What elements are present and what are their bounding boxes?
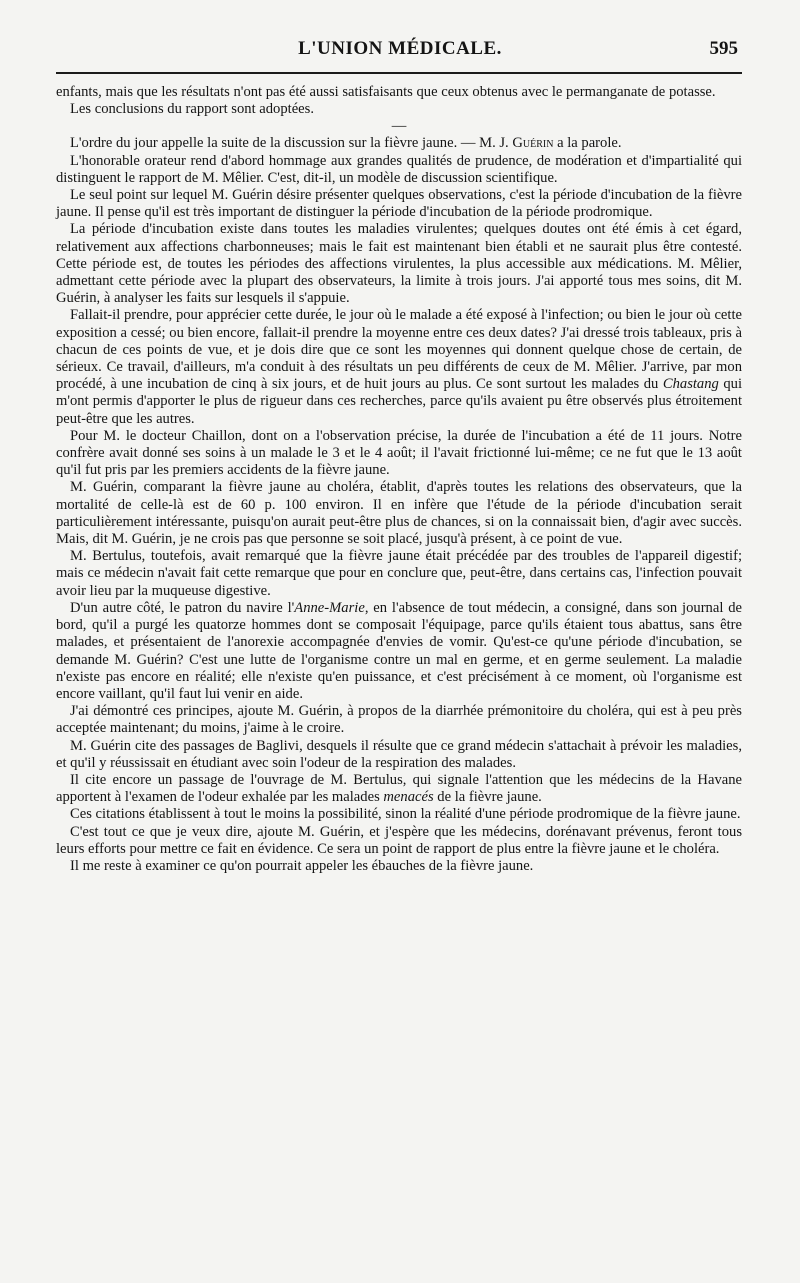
text-span: a la parole.: [553, 135, 622, 152]
text-span: Il cite encore un passage de l'ouvrage de M. Bertulus, qui signale l'attention que les médecins de la Havane apportent à l'examen de l'odeur exhalée par les malades: [56, 771, 742, 806]
speaker-name: Guérin: [512, 135, 554, 152]
paragraph: C'est tout ce que je veux dire, ajoute M. Guérin, et j'espère que les médecins, dorénavant prévenus, feront tous leurs efforts pour mettre ce fait en évidence. Ce sera un point de rapport de plus entre la fièvre jaune et le choléra.: [56, 823, 742, 857]
ship-name: Chastang: [662, 376, 719, 393]
paragraph: Le seul point sur lequel M. Guérin désire présenter quelques observations, c'est la période d'incubation de la fièvre jaune. Il pense qu'il est très important de distinguer la période d'incubation de la période prodromique.: [56, 187, 742, 221]
paragraph: L'honorable orateur rend d'abord hommage aux grandes qualités de prudence, de modération et d'impartialité qui distinguent le rapport de M. Mêlier. C'est, dit-il, un modèle de discussion scientifique.: [56, 152, 742, 186]
paragraph: [56, 600, 742, 703]
paragraph: [56, 307, 742, 427]
header-rule: [56, 72, 742, 74]
paragraph-continued: enfants, mais que les résultats n'ont pas été aussi satisfaisants que ceux obtenus avec le permanganate de potasse.: [56, 84, 716, 100]
paragraph: La période d'incubation existe dans toutes les maladies virulentes; quelques doutes ont été émis à cet égard, relativement aux affections charbonneuses; mais le fait est maintenant bien établi et ne saurait plus être contesté. Cette période est, de toutes les périodes des affections virulentes, la plus accessible aux médications. M. Mêlier, admettant cette période avec la plupart des observateurs, la limite à trois jours. J'ai apporté tous mes soins, dit M. Guérin, à analyser les faits sur lesquels il s'appuie.: [56, 221, 742, 307]
text-span: de la fièvre jaune.: [433, 789, 542, 806]
paragraph: J'ai démontré ces principes, ajoute M. Guérin, à propos de la diarrhée prémonitoire du choléra, qui est à peu près acceptée maintenant; du moins, j'aime à le croire.: [56, 703, 742, 737]
section-separator: —: [391, 118, 407, 135]
text-span: Fallait-il prendre, pour apprécier cette durée, le jour où le malade a été exposé à l'infection; ou bien le jour où cette exposition a cessé; ou bien encore, fallait-il prendre la moyenne entre ces deux dates? J'ai dressé trois tableaux, pris à chacun de ces points de vue, et je dois dire que ce sont les moyennes qui donnent quelque chose de certain, de sérieux. Ce travail, d'ailleurs, m'a conduit à des résultats un peu différents de ceux de M. Mêlier. J'arrive, par mon procédé, à une incubation de cinq à six jours, et de huit jours au plus. Ce sont surtout les malades du: [56, 307, 742, 393]
emphasized-word: menacés: [383, 789, 434, 806]
paragraph: Ces citations établissent à tout le moins la possibilité, sinon la réalité d'une période prodromique de la fièvre jaune.: [70, 806, 741, 823]
paragraph: Pour M. le docteur Chaillon, dont on a l'observation précise, la durée de l'incubation a été de 11 jours. Notre confrère avait donné ses soins à un malade le 3 et le 4 août; il l'avait frictionné lui-même; ce ne fut que le 13 août qu'il fut pris par les premiers accidents de la fièvre jaune.: [56, 427, 742, 479]
paragraph-conclusions: Les conclusions du rapport sont adoptées.: [70, 101, 314, 118]
page-number: 595: [709, 38, 738, 59]
paragraph: M. Guérin cite des passages de Baglivi, desquels il résulte que ce grand médecin s'attachait à prévoir les maladies, et qu'il y réussissait en étudiant avec soin l'odeur de la respiration des malades.: [56, 737, 742, 771]
paragraph: M. Bertulus, toutefois, avait remarqué que la fièvre jaune était précédée par des troubles de l'appareil digestif; mais ce médecin n'avait fait cette remarque que pour en conclure que, peut-être, dans certains cas, l'infection pouvait avoir lieu par la muqueuse digestive.: [56, 548, 742, 599]
text-span: L'ordre du jour appelle la suite de la discussion sur la fièvre jaune. — M. J.: [70, 135, 513, 152]
page-header: [58, 34, 742, 64]
ship-name: Anne-Marie: [294, 599, 365, 616]
body-text: [56, 84, 742, 875]
paragraph-order-of-day: [56, 135, 742, 152]
text-span: , en l'absence de tout médecin, a consigné, dans son journal de bord, qu'il a purgé les quatorze hommes dont se composait l'équipage, parce qu'ils étaient tous abattus, sans être malades, et présentaient de l'anorexie accompagnée d'envies de vomir. Qu'est-ce qu'une période d'incubation, se demande M. Guérin? C'est une lutte de l'organisme contre un mal en germe, et en germe seulement. La maladie n'existe pas encore en réalité; elle n'existe qu'en puissance, et c'est précisément à ce moment, où l'organisme est encore vaillant, qu'il faut lui venir en aide.: [56, 599, 742, 702]
running-title: L'UNION MÉDICALE.: [298, 38, 502, 59]
paragraph: [56, 772, 742, 806]
text-span: qui m'ont permis d'apporter le plus de rigueur dans ces recherches, parce qu'ils avaient pu être observés plus étroitement peut-être que les autres.: [56, 376, 742, 427]
paragraph: M. Guérin, comparant la fièvre jaune au choléra, établit, d'après toutes les relations des observateurs, que la mortalité de celle-là est de 60 p. 100 environ. Il en infère que l'étude de la période d'incubation serait particulièrement intéressante, puisqu'on aurait peut-être plus de chances, si on la connaissait bien, d'agir avec succès. Mais, dit M. Guérin, je ne crois pas que personne se soit placé, jusqu'à présent, à ce point de vue.: [56, 479, 742, 548]
text-span: D'un autre côté, le patron du navire l': [70, 599, 295, 616]
paragraph: Il me reste à examiner ce qu'on pourrait appeler les ébauches de la fièvre jaune.: [70, 857, 534, 874]
